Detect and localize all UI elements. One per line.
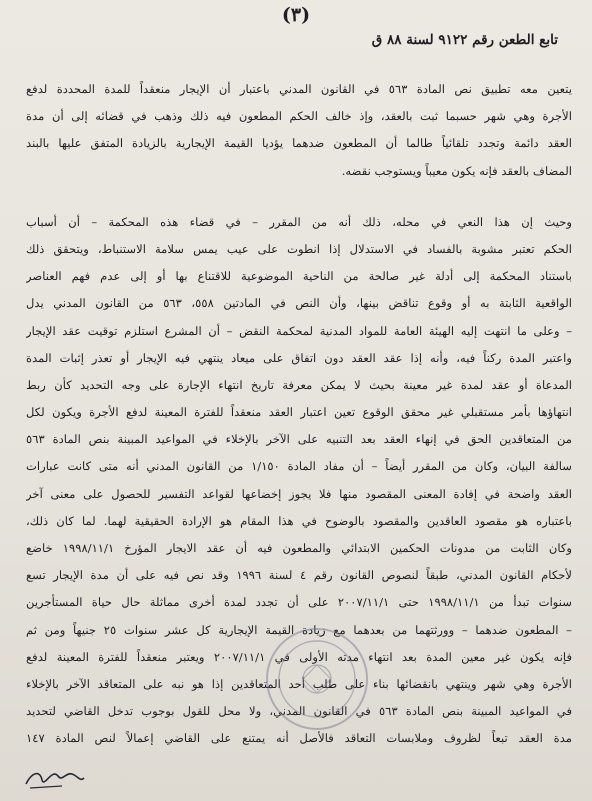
- text-line: الأجرة وهي شهر حسبما ثبت بالعقد، وإذ خالف الحكم المطعون فيه ذلك وذهب في قضائه إلى أن مدة: [26, 109, 572, 124]
- text-line: وحيث إن هذا النعي في محله، ذلك أنه من المقرر – في قضاء هذه المحكمة – أن أسباب: [26, 214, 572, 229]
- text-line: الحكم تعتبر مشوبة بالفساد في الاستدلال إذا انطوت على عيب يمس سلامة الاستنباط، ويتحقق ذلك: [26, 241, 572, 256]
- text-line: واعتبر المدة ركناً فيه، وأنه إذا عقد العقد دون اتفاق على ميعاد ينتهي فيه الإيجار أو تعذر إثبات المدة: [26, 350, 572, 365]
- text-line: الواقعية الثابتة به أو وقوع تناقض بينها، وأن النص في المادتين ٥٥٨، ٥٦٣ من القانون المدني يدل: [26, 296, 572, 311]
- text-line: العقد دائمة وتجدد تلقائياً طالما أن المطعون ضدهما يؤديا القيمة الإيجارية بالزيادة المتفق عليها بالبند: [26, 136, 572, 151]
- text-line: مدة العقد تبعاً لظروف وملابسات التعاقد فالأصل أنه يمتنع على القاضي إعمالاً لنص المادة ١٤٧: [26, 731, 572, 746]
- paragraph-1: [26, 76, 572, 185]
- text-line: الأجرة وهي شهر وينتهي بانقضائها بناء على طلب أحد المتعاقدين إذا هو نبه على المتعاقد الآخر بالإخلاء: [26, 676, 572, 691]
- case-header: تابع الطعن رقم ٩١٢٢ لسنة ٨٨ ق: [371, 32, 558, 48]
- court-seal-stamp: [262, 624, 372, 734]
- text-line: المضاف بالعقد فإنه يكون معيباً ويستوجب نقضه.: [341, 163, 572, 178]
- text-line: في المواعيد المبينة بنص المادة ٥٦٣ في القانون المدني، ولا محل للقول بوجوب تدخل القاضي لتحديد: [26, 704, 572, 719]
- text-line: من المتعاقدين الحق في إنهاء العقد بعد التنبيه على الآخر بالإخلاء في المواعيد المبينة بنص المادة ٥٦٣: [26, 432, 572, 447]
- text-line: انتهاؤها بأمر مستقبلي غير محقق الوقوع تعين اعتبار العقد منعقداً للفترة المعينة لدفع الأجرة ويكون لكل: [26, 405, 572, 420]
- text-line: – وعلى ما انتهت إليه الهيئة العامة للمواد المدنية لمحكمة النقض – أن المشرع استلزم توقيت عقد الإيجار: [26, 323, 572, 338]
- text-line: العقد واضحة في إفادة المعنى المقصود منها فلا يجوز إخضاعها لقواعد التفسير للحصول على معنى آخر: [26, 486, 572, 501]
- handwritten-signature: [22, 762, 86, 792]
- paragraph-gap: [26, 185, 572, 209]
- text-line: باستناد المحكمة إلى أدلة غير صالحة من الناحية الموضوعية للاقتناع بها أو إلى عدم فهم العناصر: [26, 269, 572, 284]
- text-line: لأحكام القانون المدني، طبقاً لنصوص القانون رقم ٤ لسنة ١٩٩٦ وقد نص فيه على أن مدة الإيجار تسع: [26, 568, 572, 583]
- text-line: سالفة البيان، وكان من المقرر أيضاً – أن مفاد المادة ١/١٥٠ من القانون المدني أنه متى كانت عبارات: [26, 459, 572, 474]
- text-line: باعتباره هو مقصود العاقدين والمقصود بالوضوح في هذا المقام هو الإرادة الحقيقية لهما. لما كان ذلك،: [26, 513, 572, 528]
- text-line: يتعين معه تطبيق نص المادة ٥٦٣ في القانون المدني باعتبار أن الإيجار منعقداً للمدة المحددة لدفع: [26, 82, 572, 96]
- text-line: المدعاة أو عقد لمدة غير معينة بحيث لا يمكن معرفة تاريخ انتهاء الإجارة على وجه التحديد كأن ربط: [26, 377, 572, 392]
- text-line: وكان الثابت من مدونات الحكمين الابتدائي والمطعون فيه أن عقد الايجار المؤرخ ١٩٩٨/١١/١ خاضع: [26, 541, 572, 555]
- text-line: – المطعون ضدهما – وورثتهما من بعدهما مع زيادة القيمة الإيجارية كل عشر سنوات ٢٥ جنيهاً ومن ثم: [26, 622, 572, 637]
- text-line: فإنه يكون غير معين المدة بعد انتهاء مدته الأولى في ٢٠٠٧/١١/١ ويعتبر منعقداً للفترة المعينة لدفع: [26, 649, 572, 664]
- text-line: سنوات تبدأ من ١٩٩٨/١١/١ حتى ٢٠٠٧/١١/١ على أن تجدد لمدة أخرى مماثلة حال حياة المستأجرين: [26, 595, 572, 610]
- page-number: (٣): [281, 4, 311, 26]
